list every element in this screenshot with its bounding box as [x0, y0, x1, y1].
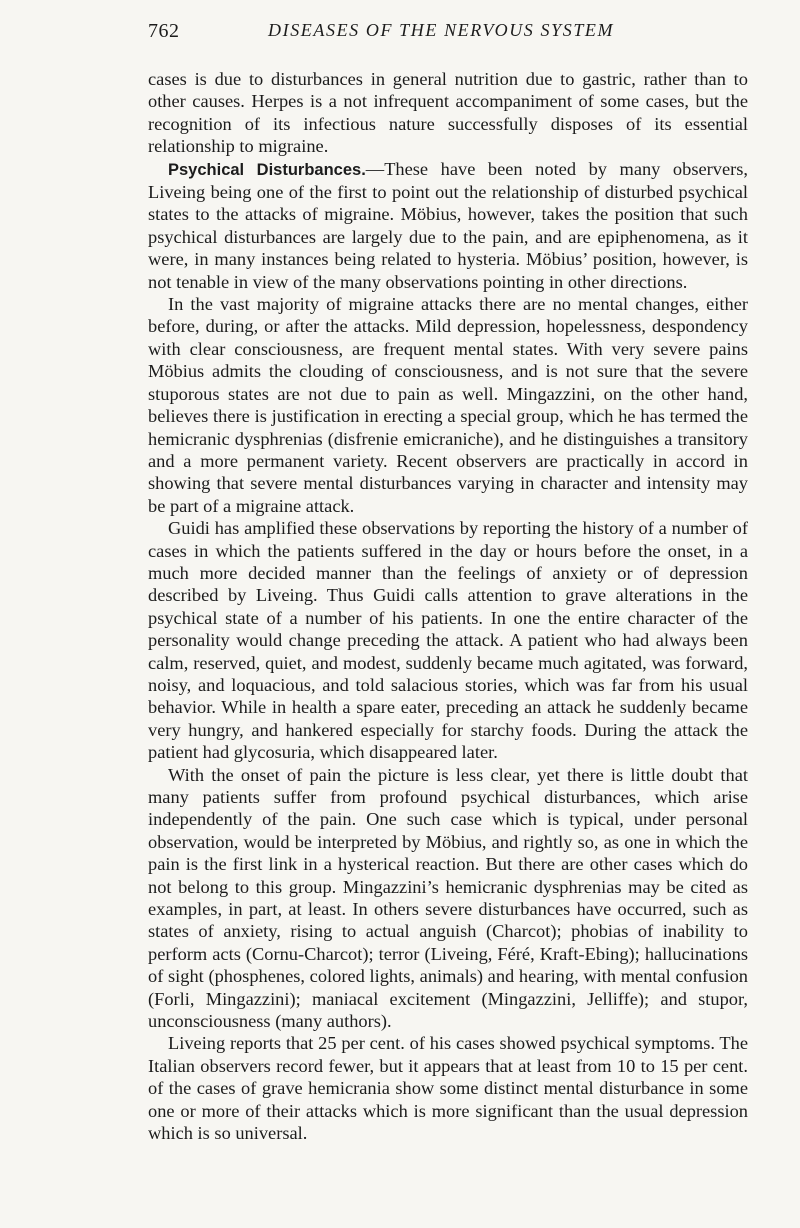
paragraph: With the onset of pain the picture is less clear, yet there is little doubt that many patients suffer from profound psychical disturbances, which arise independently of the pain. One such case which is typical, under personal observation, would be interpreted by Möbius, and rightly so, as one in which the pain is the first link in a hysterical reaction. But there are other cases which do not belong to this group. Mingazzini’s hemicranic dysphrenias may be cited as examples, in part, at least. In others severe disturbances have occurred, such as states of anxiety, rising to actual anguish (Charcot); phobias of inability to perform acts (Cornu-Charcot); terror (Liveing, Féré, Kraft-Ebing); hallucinations of sight (phosphenes, colored lights, animals) and hearing, with mental confusion (Forli, Mingazzini); maniacal excitement (Mingazzini, Jelliffe); and stupor, unconsciousness (many authors). [148, 764, 748, 1032]
running-title: DISEASES OF THE NERVOUS SYSTEM [268, 20, 615, 40]
paragraph: Guidi has amplified these observations by reporting the history of a number of cases in which the patients suffered in the day or hours before the onset, in a much more decided manner than the feelings of anxiety or of depression described by Liveing. Thus Guidi calls attention to grave alterations in the psychical state of a number of his patients. In one the entire character of the personality would change preceding the attack. A patient who had always been calm, reserved, quiet, and modest, suddenly became much agitated, was forward, noisy, and loquacious, and told salacious stories, which was far from his usual behavior. While in health a spare eater, preceding an attack he suddenly became very hungry, and hankered especially for starchy foods. During the attack the patient had glycosuria, which disappeared later. [148, 518, 748, 763]
paragraph: cases is due to disturbances in general nutrition due to gastric, rather than to other causes. Herpes is a not infrequent accompaniment of some cases, but the recognition of its infectious nature successfully disposes of its essential relationship to migraine. [148, 69, 748, 157]
page-number: 762 [148, 20, 180, 42]
running-header [148, 20, 748, 46]
body-text [148, 68, 748, 1145]
paragraph-text: —These have been noted by many observers, Liveing being one of the first to point out the relationship of disturbed psychical states to the attacks of migraine. Möbius, however, takes the position that such psychical disturbances are largely due to the pain, and are epiphenomena, as it were, in many instances being related to hysteria. Möbius’ position, however, is not tenable in view of the many observations pointing in other directions. [148, 158, 748, 292]
paragraph: Liveing reports that 25 per cent. of his cases showed psychical symptoms. The Italian observers record fewer, but it appears that at least from 10 to 15 per cent. of the cases of grave hemicrania show some distinct mental disturbance in some one or more of their attacks which is more significant than the usual depression which is so universal. [148, 1033, 748, 1144]
section-heading: Psychical Disturbances. [168, 160, 366, 179]
paragraph [148, 158, 748, 293]
paragraph: In the vast majority of migraine attacks there are no mental changes, either before, during, or after the attacks. Mild depression, hopelessness, despondency with clear consciousness, are frequent mental states. With very severe pains Möbius admits the clouding of consciousness, and is not sure that the severe stuporous states are not due to pain as well. Mingazzini, on the other hand, believes there is justification in erecting a special group, which he has termed the hemicranic dysphrenias (disfrenie emicraniche), and he distinguishes a transitory and a more permanent variety. Recent observers are practically in accord in showing that severe mental disturbances varying in character and intensity may be part of a migraine attack. [148, 294, 748, 516]
